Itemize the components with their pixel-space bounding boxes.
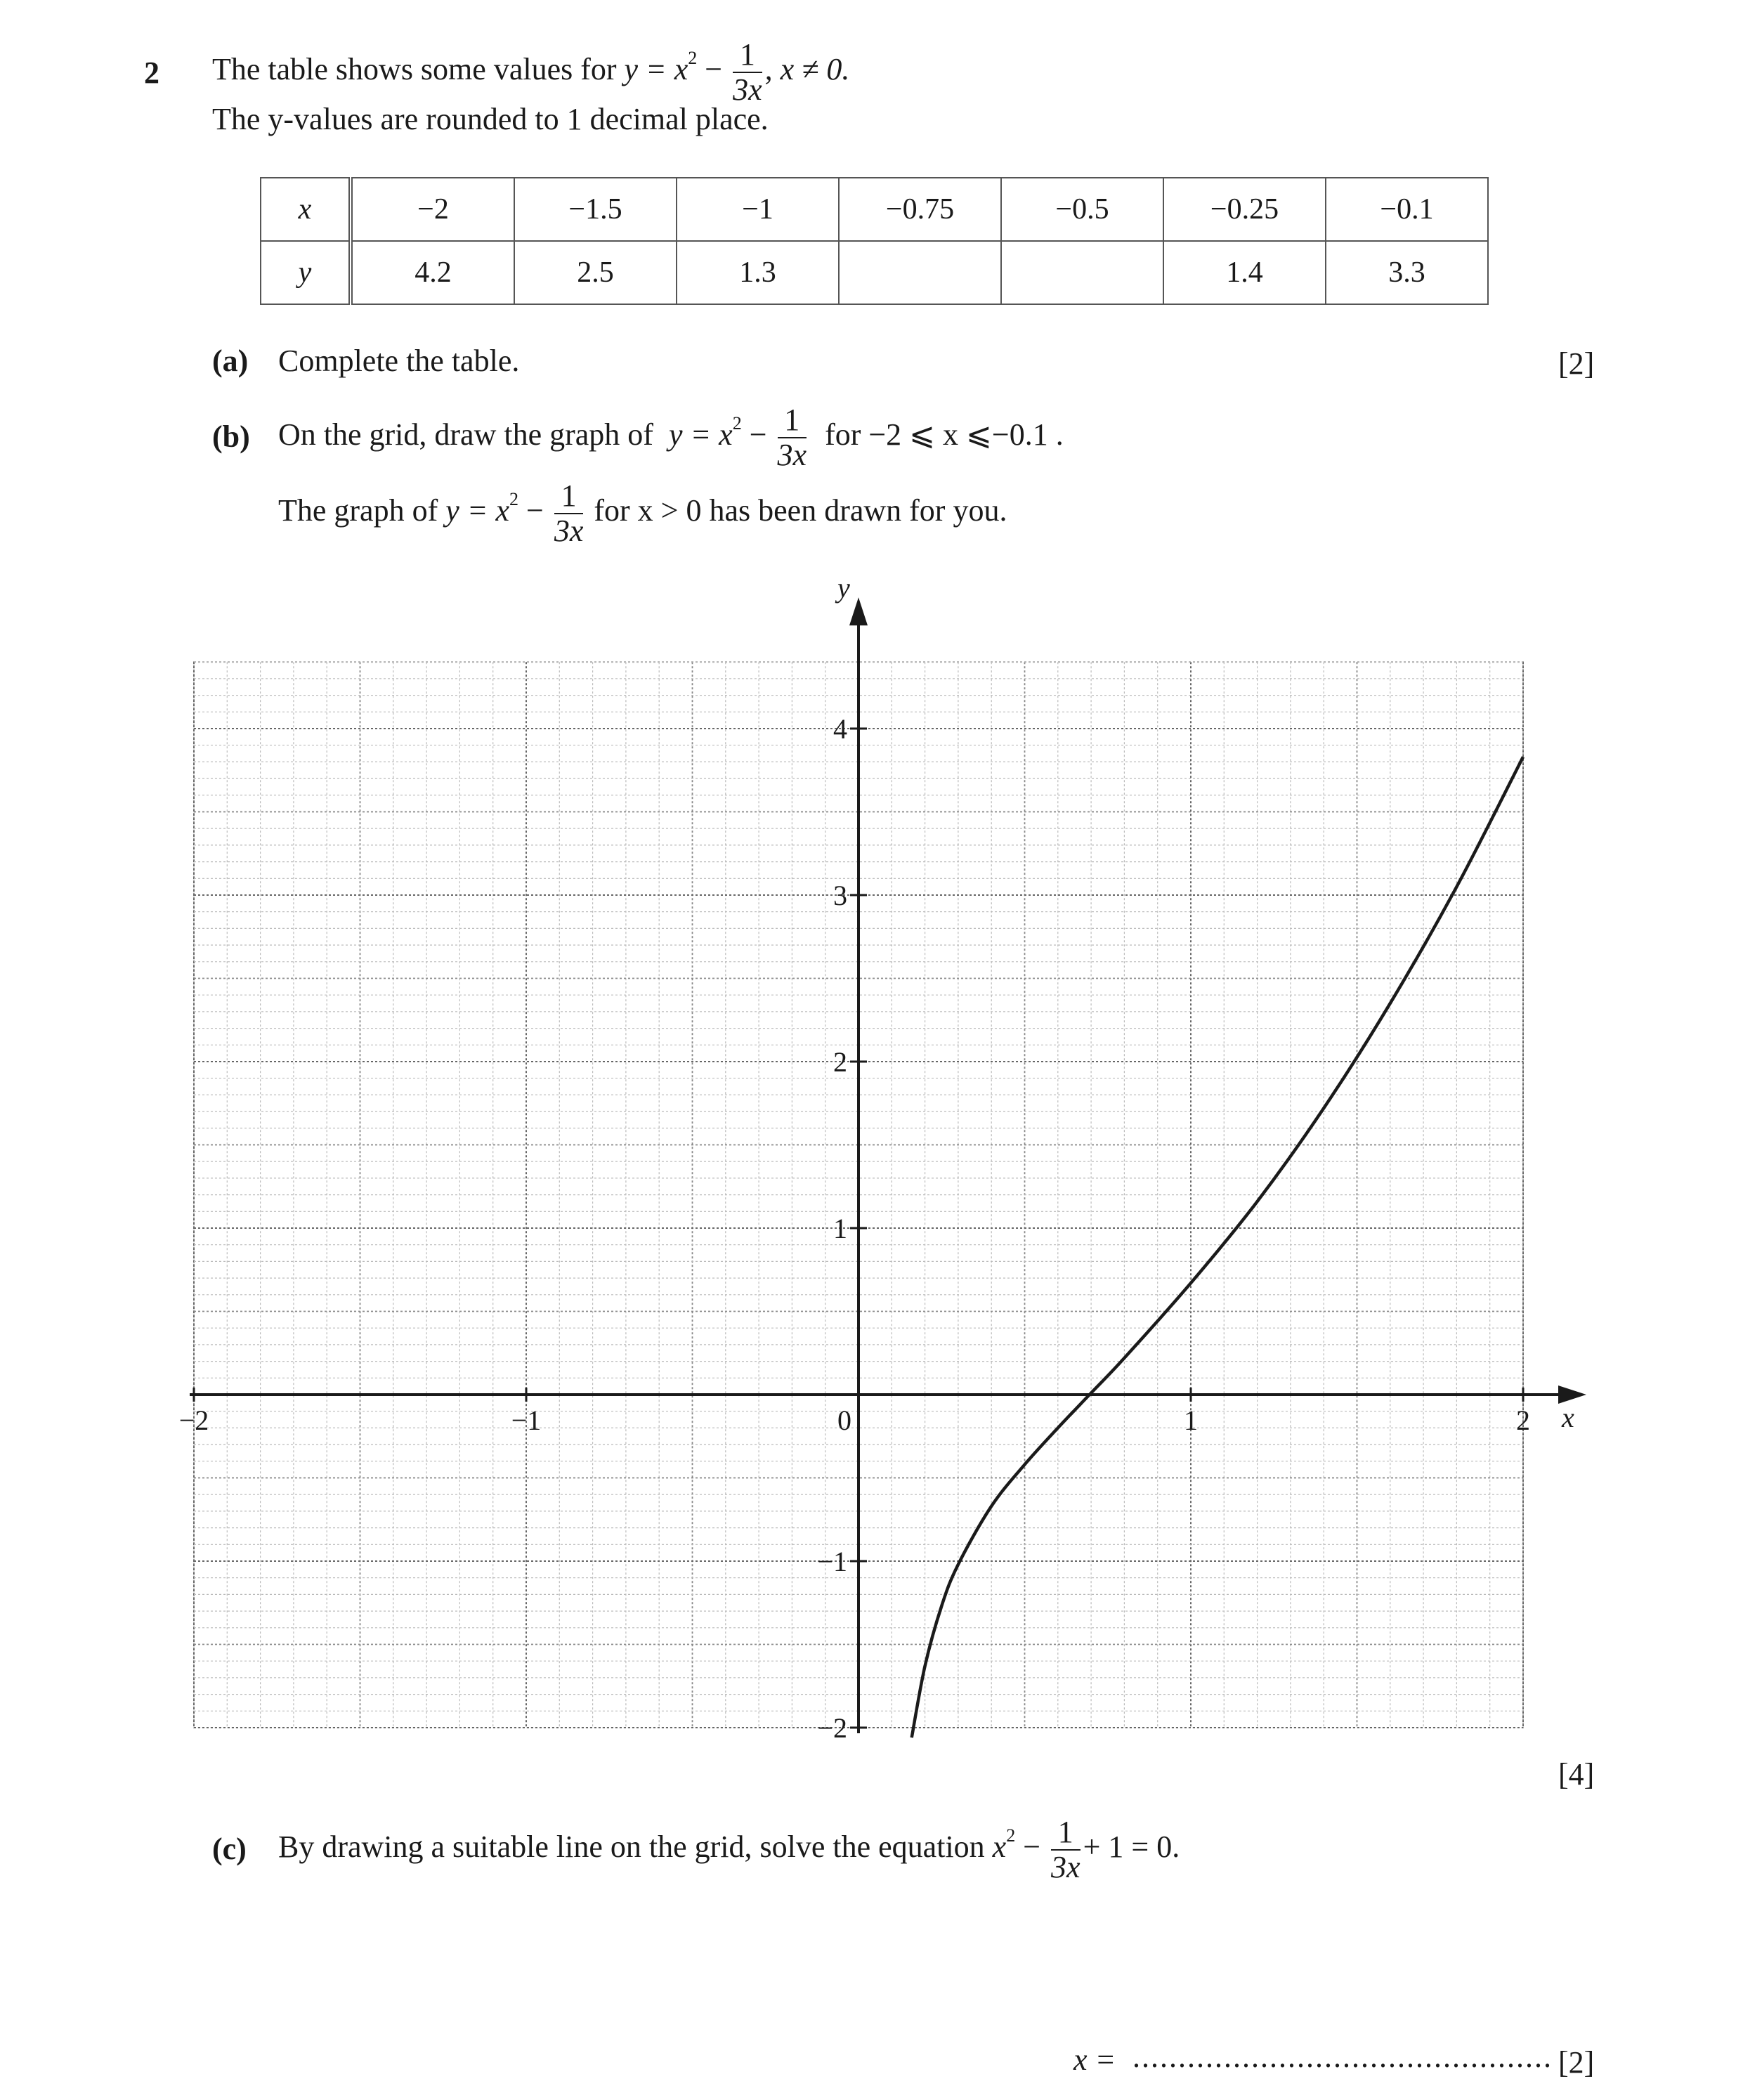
x-axis-label: x xyxy=(1562,1402,1574,1433)
x-tick-label: −2 xyxy=(178,1404,209,1436)
table-x-label: x xyxy=(261,178,351,241)
part-c-fraction xyxy=(1051,1817,1081,1883)
intro-frac-den: 3x xyxy=(733,72,762,107)
y-tick-label: 2 xyxy=(833,1046,847,1078)
part-a-text: Complete the table. xyxy=(278,344,520,378)
y-tick-label: 1 xyxy=(833,1213,847,1244)
part-b-marks: [4] xyxy=(1558,1757,1595,1792)
intro-prefix: The table shows some values for xyxy=(212,52,617,87)
part-b-eq-lhs: y = x xyxy=(668,417,733,452)
part-c-frac-num: 1 xyxy=(1051,1817,1081,1851)
part-b-frac-den: 3x xyxy=(777,438,807,472)
part-c-marks: [2] xyxy=(1558,2045,1595,2080)
table-row-y xyxy=(261,241,1488,304)
part-b-prefix: On the grid, draw the graph of xyxy=(278,417,653,452)
question-intro xyxy=(212,39,849,105)
x-tick-label: 0 xyxy=(837,1404,851,1436)
table-cell: 1.3 xyxy=(677,241,839,304)
part-c-eq-x: x xyxy=(992,1830,1007,1865)
part-c-eq-exp: 2 xyxy=(1006,1825,1016,1846)
graph[interactable] xyxy=(0,576,1743,1756)
values-table xyxy=(260,177,1489,305)
intro-eq-lhs: y = x xyxy=(624,52,688,87)
table-row-x xyxy=(261,178,1488,241)
answer-label: x = xyxy=(1073,2042,1116,2077)
part-b-line2-eq-lhs: y = x xyxy=(445,493,509,528)
part-c-label: (c) xyxy=(212,1832,247,1866)
table-cell: −0.25 xyxy=(1163,178,1326,241)
intro-frac-num: 1 xyxy=(733,39,762,73)
part-c-eq-minus: − xyxy=(1023,1830,1041,1865)
intro-eq-exp: 2 xyxy=(688,48,698,69)
part-a-marks: [2] xyxy=(1558,346,1595,381)
x-tick-label: −1 xyxy=(511,1404,542,1436)
x-tick-label: 2 xyxy=(1516,1404,1530,1436)
intro-condition: , x ≠ 0. xyxy=(764,52,850,87)
part-b-suffix: for −2 ⩽ x ⩽−0.1 . xyxy=(825,417,1064,452)
part-c-frac-den: 3x xyxy=(1051,1850,1081,1884)
part-a-label: (a) xyxy=(212,344,249,378)
table-cell: −1.5 xyxy=(514,178,677,241)
part-b-line2-prefix: The graph of xyxy=(278,493,438,528)
y-axis-label: y xyxy=(837,576,850,604)
part-b-eq-minus: − xyxy=(749,417,767,452)
part-c-eq-tail: + 1 = 0. xyxy=(1083,1830,1180,1865)
part-b-line2-eq-exp: 2 xyxy=(509,489,518,510)
y-tick-label: 4 xyxy=(833,713,847,745)
table-cell: 1.4 xyxy=(1163,241,1326,304)
y-tick-label: 3 xyxy=(833,880,847,911)
table-cell: −0.5 xyxy=(1001,178,1163,241)
part-c-text xyxy=(278,1817,1180,1883)
table-cell: −2 xyxy=(351,178,514,241)
part-b-frac-num: 1 xyxy=(778,405,807,438)
table-answer-cell[interactable] xyxy=(839,241,1001,304)
part-b-line2-fraction xyxy=(554,478,584,548)
part-b-fraction xyxy=(778,405,807,471)
table-cell: 2.5 xyxy=(514,241,677,304)
table-cell: −0.75 xyxy=(839,178,1001,241)
y-axis-arrow xyxy=(849,597,868,625)
part-b-line2-frac-num: 1 xyxy=(554,481,584,514)
table-answer-cell[interactable] xyxy=(1001,241,1163,304)
part-b-text xyxy=(278,405,1064,471)
part-b-line2-frac-den: 3x xyxy=(554,514,584,548)
part-b-line2-suffix: for x > 0 has been drawn for you. xyxy=(594,493,1007,528)
part-b-line2 xyxy=(278,478,1007,548)
table-cell: −0.1 xyxy=(1326,178,1488,241)
question-line2: The y-values are rounded to 1 decimal place. xyxy=(212,102,769,136)
part-b-eq-exp: 2 xyxy=(732,413,742,434)
intro-fraction xyxy=(733,39,762,105)
part-b-line2-eq-minus: − xyxy=(526,493,544,528)
question-number: 2 xyxy=(144,56,159,90)
table-cell: 4.2 xyxy=(351,241,514,304)
table-cell: 3.3 xyxy=(1326,241,1488,304)
part-c-prefix: By drawing a suitable line on the grid, solve the equation xyxy=(278,1830,985,1865)
intro-eq-minus: − xyxy=(705,52,723,87)
table-cell: −1 xyxy=(677,178,839,241)
y-tick-label: −1 xyxy=(817,1546,847,1577)
part-b-label: (b) xyxy=(212,419,250,454)
answer-line[interactable]: .............................................. xyxy=(1132,2040,1553,2074)
x-tick-label: 1 xyxy=(1184,1404,1198,1436)
table-y-label: y xyxy=(261,241,351,304)
y-tick-label: −2 xyxy=(817,1712,847,1744)
